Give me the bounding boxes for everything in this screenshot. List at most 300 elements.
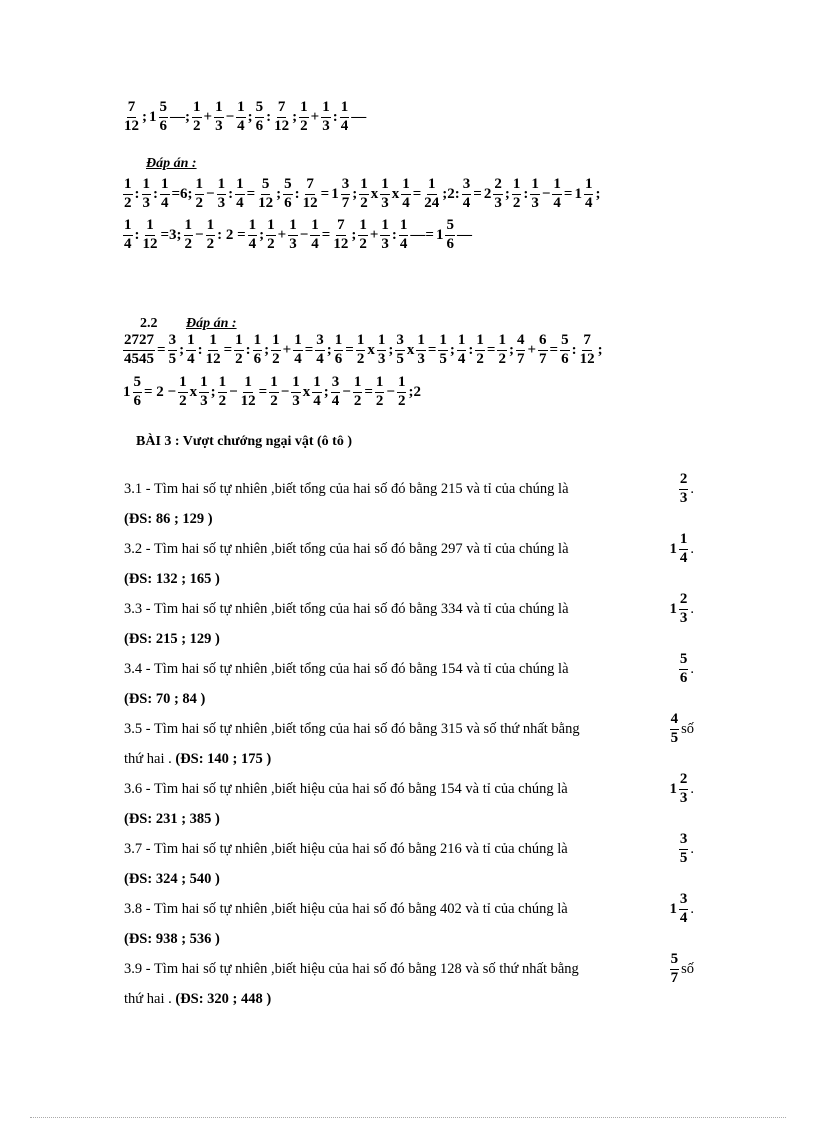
fraction (380, 218, 390, 253)
denominator: 2 (184, 235, 193, 252)
fraction (142, 218, 159, 253)
operator: − (229, 383, 238, 400)
denominator: 3 (381, 235, 389, 252)
operator: ; (449, 341, 455, 358)
operator: = (549, 341, 559, 358)
denominator: 5 (439, 350, 447, 367)
fraction (159, 100, 169, 135)
numerator: 3 (331, 375, 341, 393)
numerator: 1 (123, 218, 133, 236)
problem-tail: . (690, 900, 694, 917)
numerator: 2 (679, 592, 689, 610)
operator: x (406, 341, 415, 358)
operator: + (527, 341, 536, 358)
problem-ratio (679, 472, 694, 507)
numerator: 1 (236, 100, 246, 118)
math-line-3 (122, 333, 604, 368)
fraction (423, 177, 440, 212)
problem-text-cont: thứ hai . (124, 990, 176, 1007)
operator: − (280, 383, 290, 400)
operator: ; (259, 226, 265, 243)
numerator: 1 (291, 375, 301, 393)
fraction (273, 100, 290, 135)
numerator: 1 (679, 532, 689, 550)
operator: − (386, 383, 395, 400)
whole-part: 1 (331, 185, 339, 202)
operator: = (412, 185, 422, 202)
problem-tail: . (690, 600, 694, 617)
problem-answer-row (124, 744, 694, 774)
numerator: 1 (206, 218, 216, 236)
denominator: 6 (133, 392, 141, 409)
fraction (236, 100, 246, 135)
numerator: 1 (217, 177, 227, 195)
numerator: 5 (159, 100, 169, 118)
operator: : (245, 341, 251, 358)
numerator: 3 (679, 892, 689, 910)
problem-row (124, 530, 694, 566)
answer-text: (ĐS: 324 ; 540 ) (124, 870, 220, 887)
answer-heading-1: Đáp án : (146, 156, 197, 171)
problem-answer (124, 932, 220, 947)
numerator: 1 (438, 333, 448, 351)
problem-answer-row (124, 684, 694, 714)
fraction (341, 177, 351, 212)
denominator: 4 (331, 392, 340, 409)
numerator: 7 (277, 100, 287, 118)
fraction (123, 218, 133, 253)
problem-text: 3.4 - Tìm hai số tự nhiên ,biết tổng của hai số đó bằng 154 và tỉ của chúng là (124, 660, 569, 677)
ratio-fraction (670, 712, 680, 747)
fraction (199, 375, 209, 410)
numerator: 1 (184, 218, 194, 236)
fraction (123, 177, 133, 212)
denominator: 2 (267, 235, 275, 252)
fraction (397, 375, 407, 410)
operator: : (523, 185, 529, 202)
math-line-2 (122, 218, 473, 253)
numerator: 3 (168, 333, 178, 351)
denominator: 3 (289, 235, 297, 252)
denominator: 12 (274, 117, 290, 134)
denominator: 6 (159, 117, 167, 134)
whole-part: 1 (123, 383, 131, 400)
operator: ; (508, 341, 514, 358)
denominator: 4 (402, 194, 410, 211)
numerator: 7 (582, 333, 592, 351)
operator: ; (351, 226, 357, 243)
fraction (269, 375, 279, 410)
problem-answer-row (124, 984, 694, 1014)
numerator: 2 (493, 177, 503, 195)
problem-ratio (679, 652, 694, 687)
operator: = (157, 341, 166, 358)
numerator: 1 (375, 375, 385, 393)
operator: ; (597, 341, 603, 358)
numerator: 1 (353, 375, 363, 393)
operator: ; (504, 185, 510, 202)
numerator: 2 (679, 472, 689, 490)
problem-row (124, 770, 694, 806)
operator: =3; (160, 226, 182, 243)
fraction (234, 333, 244, 368)
operator: = (320, 185, 330, 202)
fraction (401, 177, 411, 212)
problem-row (124, 830, 694, 866)
denominator: 12 (258, 194, 274, 211)
numerator: 1 (552, 177, 562, 195)
denominator: 3 (217, 194, 226, 211)
operator: — (456, 226, 472, 243)
operator: : (391, 226, 397, 243)
problem-ratio (670, 712, 694, 747)
math-line-1 (122, 177, 601, 212)
whole-part: 1 (669, 600, 677, 617)
operator: − (541, 185, 551, 202)
ratio-fraction (679, 892, 689, 927)
numerator: 3 (395, 333, 405, 351)
fraction (353, 375, 363, 410)
denominator: 12 (205, 350, 221, 367)
operator: ; (326, 341, 332, 358)
answer-text: (ĐS: 231 ; 385 ) (124, 810, 220, 827)
operator: = (345, 341, 354, 358)
numerator: 1 (584, 177, 594, 195)
operator: : (228, 185, 234, 202)
fraction (356, 333, 366, 368)
denominator: 3 (322, 117, 330, 134)
problem-answer-row (124, 864, 694, 894)
operator: − (342, 383, 351, 400)
numerator: 1 (416, 333, 426, 351)
denominator: 3 (417, 350, 425, 367)
numerator: 1 (218, 375, 228, 393)
fraction (184, 218, 194, 253)
operator: ; (323, 383, 329, 400)
fraction (457, 333, 467, 368)
operator: + (369, 226, 379, 243)
numerator: 1 (299, 100, 309, 118)
fraction (123, 333, 155, 368)
numerator: 1 (530, 177, 540, 195)
ratio-fraction (679, 472, 689, 507)
numerator: 1 (427, 177, 437, 195)
problem-text: 3.8 - Tìm hai số tự nhiên ,biết hiệu của hai số đó bằng 402 và tỉ của chúng là (124, 900, 568, 917)
denominator: 6 (253, 350, 262, 367)
denominator: 6 (561, 350, 569, 367)
denominator: 4 (248, 235, 257, 252)
fraction (340, 100, 350, 135)
denominator: 4 (462, 194, 471, 211)
fraction (493, 177, 503, 212)
operator: = (258, 383, 268, 400)
fraction (530, 177, 540, 212)
problem-row (124, 710, 694, 746)
fraction (445, 218, 455, 253)
numerator: 4 (516, 333, 526, 351)
numerator: 1 (234, 333, 244, 351)
denominator: 4 (236, 194, 244, 211)
answer-text: (ĐS: 215 ; 129 ) (124, 630, 220, 647)
fraction (253, 333, 263, 368)
numerator: 7 (336, 218, 346, 236)
operator: = (364, 383, 373, 400)
problem-tail: . (690, 660, 694, 677)
problem-answer (124, 572, 220, 587)
numerator: 7 (305, 177, 315, 195)
numerator: 1 (399, 218, 409, 236)
denominator: 4 (679, 909, 688, 926)
math-line-4 (122, 375, 422, 410)
numerator: 1 (199, 375, 209, 393)
operator: ; (595, 185, 601, 202)
operator: + (203, 108, 213, 125)
problem-text: 3.1 - Tìm hai số tự nhiên ,biết tổng của hai số đó bằng 215 và tỉ của chúng là (124, 480, 569, 497)
numerator: 3 (315, 333, 325, 351)
whole-part: 1 (574, 185, 582, 202)
fraction (475, 333, 485, 368)
problem-text: 3.7 - Tìm hai số tự nhiên ,biết hiệu của hai số đó bằng 216 và tỉ của chúng là (124, 840, 568, 857)
denominator: 3 (200, 392, 208, 409)
fraction (240, 375, 257, 410)
operator: − (225, 108, 235, 125)
fraction (142, 177, 152, 212)
page-bottom-divider (30, 1117, 786, 1118)
fraction (218, 375, 228, 410)
denominator: 12 (579, 350, 595, 367)
fraction (512, 177, 522, 212)
numerator: 1 (293, 333, 303, 351)
denominator: 4 (340, 117, 349, 134)
problem-answer (124, 752, 271, 767)
fraction (257, 177, 274, 212)
denominator: 4 (584, 194, 593, 211)
operator: x (367, 341, 375, 358)
numerator: 1 (312, 375, 322, 393)
numerator: 1 (288, 218, 298, 236)
operator: ; (264, 341, 270, 358)
problem-answer (124, 512, 213, 527)
denominator: 4 (553, 194, 561, 211)
answer-heading-2: Đáp án : (186, 316, 237, 331)
operator: x (189, 383, 198, 400)
fraction (377, 333, 387, 368)
problem-answer-row (124, 564, 694, 594)
denominator: 12 (302, 194, 318, 211)
denominator: 7 (341, 194, 350, 211)
operator: : (468, 341, 474, 358)
problem-answer (124, 692, 205, 707)
fraction (283, 177, 293, 212)
denominator: 2 (356, 350, 365, 367)
problem-tail: . (690, 780, 694, 797)
fraction (359, 177, 369, 212)
numerator: 1 (377, 333, 387, 351)
fraction (248, 218, 258, 253)
denominator: 7 (539, 350, 547, 367)
denominator: 2 (193, 117, 201, 134)
whole-part: 1 (669, 540, 677, 557)
denominator: 2 (218, 392, 227, 409)
operator: − (195, 226, 204, 243)
denominator: 6 (284, 194, 292, 211)
operator: + (310, 108, 320, 125)
denominator: 24 (424, 194, 440, 211)
problem-tail: . (690, 540, 694, 557)
numerator: 1 (401, 177, 411, 195)
denominator: 2 (179, 392, 187, 409)
operator: = (246, 185, 256, 202)
denominator: 2 (300, 117, 308, 134)
denominator: 2 (206, 235, 215, 252)
fraction (293, 333, 303, 368)
whole-part: 1 (669, 900, 677, 917)
denominator: 2 (498, 350, 506, 367)
numerator: 1 (512, 177, 522, 195)
operator: ;2: (442, 185, 460, 202)
operator: = (223, 341, 233, 358)
problem-ratio (679, 832, 694, 867)
denominator: 3 (292, 392, 300, 409)
fraction (560, 333, 570, 368)
fraction (334, 333, 344, 368)
problem-tail: . (690, 840, 694, 857)
numerator: 1 (248, 218, 258, 236)
ratio-fraction (670, 952, 680, 987)
problem-list (124, 470, 694, 1014)
denominator: 5 (168, 350, 177, 367)
fraction (255, 100, 265, 135)
fraction (312, 375, 322, 410)
operator: x (370, 185, 379, 202)
denominator: 4 (316, 350, 324, 367)
operator: : (197, 341, 203, 358)
problem-answer-row (124, 924, 694, 954)
operator: = (427, 341, 437, 358)
whole-part: 2 (483, 185, 492, 202)
problem-row (124, 470, 694, 506)
operator: ; (276, 185, 282, 202)
numerator: 1 (475, 333, 485, 351)
fraction (178, 375, 188, 410)
operator: : (134, 185, 140, 202)
problem-ratio (670, 772, 694, 807)
denominator: 4 (457, 350, 466, 367)
numerator: 5 (261, 177, 271, 195)
operator: = (321, 226, 331, 243)
operator: ; (352, 185, 358, 202)
denominator: 3 (142, 194, 150, 211)
operator: ; (388, 341, 394, 358)
numerator: 1 (457, 333, 467, 351)
ratio-fraction (679, 832, 689, 867)
fraction (462, 177, 472, 212)
operator: = 2 − (144, 383, 177, 400)
operator: : (332, 108, 338, 125)
fraction (235, 177, 245, 212)
fraction (192, 100, 202, 135)
operator: = (486, 341, 496, 358)
operator: : 2 = (217, 226, 246, 243)
denominator: 4 (313, 392, 321, 409)
answer-text: (ĐS: 86 ; 129 ) (124, 510, 213, 527)
denominator: 2 (359, 235, 367, 252)
fraction (217, 177, 227, 212)
fraction (399, 218, 409, 253)
numerator: 1 (195, 177, 205, 195)
numerator: 4 (670, 712, 680, 730)
denominator: 5 (396, 350, 404, 367)
numerator: 5 (445, 218, 455, 236)
numerator: 7 (127, 100, 137, 118)
problem-text: 3.6 - Tìm hai số tự nhiên ,biết hiệu của hai số đó bằng 154 và tỉ của chúng là (124, 780, 568, 797)
numerator: 1 (269, 375, 279, 393)
denominator: 12 (124, 117, 139, 134)
numerator: 1 (192, 100, 202, 118)
fraction (206, 218, 216, 253)
numerator: 3 (341, 177, 351, 195)
denominator: 6 (679, 669, 688, 686)
fraction (538, 333, 548, 368)
operator: ;2 (408, 383, 421, 400)
fraction (375, 375, 385, 410)
numerator: 1 (142, 177, 152, 195)
operator: —= (410, 226, 434, 243)
denominator: 4 (399, 235, 408, 252)
fraction (438, 333, 448, 368)
fraction (358, 218, 368, 253)
numerator: 1 (145, 218, 155, 236)
denominator: 6 (446, 235, 454, 252)
fraction (497, 333, 507, 368)
ratio-fraction (679, 592, 689, 627)
operator: : (571, 341, 577, 358)
operator: =6; (171, 185, 193, 202)
numerator: 1 (334, 333, 344, 351)
operator: = (563, 185, 573, 202)
denominator: 3 (215, 117, 223, 134)
operator: ; (179, 341, 185, 358)
numerator: 1 (397, 375, 407, 393)
numerator: 1 (271, 333, 281, 351)
operator: + (277, 226, 287, 243)
operator: — (351, 108, 367, 125)
numerator: 2 (679, 772, 689, 790)
problem-answer (124, 872, 220, 887)
denominator: 3 (377, 350, 386, 367)
denominator: 2 (360, 194, 368, 211)
problem-text-cont: thứ hai . (124, 750, 176, 767)
denominator: 2 (375, 392, 384, 409)
problem-row (124, 950, 694, 986)
bai3-title: BÀI 3 : Vượt chướng ngại vật (ô tô ) (136, 434, 352, 449)
problem-answer (124, 632, 220, 647)
operator: ; (247, 108, 253, 125)
fraction (315, 333, 325, 368)
fraction (579, 333, 596, 368)
operator: x (302, 383, 311, 400)
denominator: 3 (679, 609, 688, 626)
numerator: 1 (253, 333, 263, 351)
denominator: 2 (235, 350, 243, 367)
fraction (214, 100, 224, 135)
problem-tail: . (690, 480, 694, 497)
numerator: 1 (340, 100, 350, 118)
problem-answer (124, 992, 271, 1007)
denominator: 7 (670, 969, 679, 986)
numerator: 6 (538, 333, 548, 351)
fraction (266, 218, 276, 253)
